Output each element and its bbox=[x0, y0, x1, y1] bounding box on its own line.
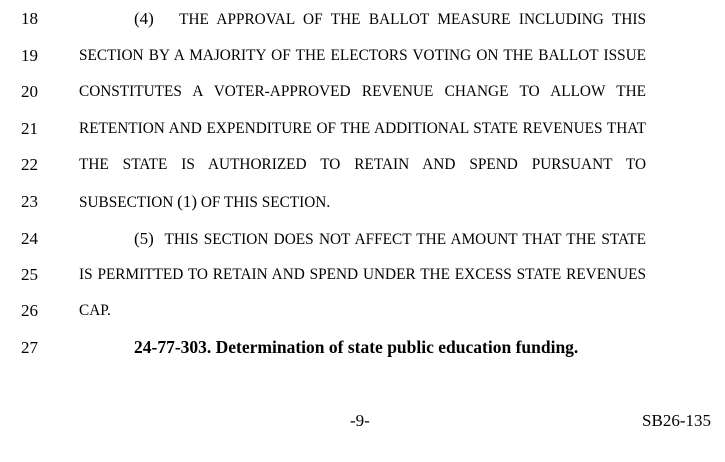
line-text: IS PERMITTED TO RETAIN AND SPEND UNDER THE EXCESS STATE REVENUES bbox=[79, 266, 646, 283]
document-line bbox=[0, 256, 725, 293]
document-line bbox=[0, 37, 725, 74]
document-line bbox=[0, 146, 725, 183]
line-number: 18 bbox=[21, 9, 38, 28]
line-text: CONSTITUTES A VOTER-APPROVED REVENUE CHANGE TO ALLOW THE bbox=[79, 83, 646, 100]
line-content: THE APPROVAL OF THE BALLOT MEASURE INCLUDING THIS bbox=[179, 11, 646, 28]
page-number: -9- bbox=[350, 411, 370, 430]
line-number: 27 bbox=[21, 338, 38, 357]
bill-number: SB26-135 bbox=[642, 411, 711, 430]
line-text: SECTION BY A MAJORITY OF THE ELECTORS VOTING ON THE BALLOT ISSUE bbox=[79, 47, 646, 64]
line-text: CAP. bbox=[79, 302, 111, 319]
document-line bbox=[0, 0, 725, 37]
line-text bbox=[134, 220, 646, 258]
document-line bbox=[0, 183, 725, 220]
line-content: THIS SECTION DOES NOT AFFECT THE AMOUNT THAT THE STATE bbox=[164, 231, 646, 248]
document-line bbox=[0, 110, 725, 147]
document-line bbox=[0, 73, 725, 110]
line-text bbox=[134, 0, 646, 38]
line-text: RETENTION AND EXPENDITURE OF THE ADDITIONAL STATE REVENUES THAT bbox=[79, 120, 646, 137]
line-number: 21 bbox=[21, 119, 38, 138]
line-content: SUBSECTION bbox=[79, 194, 174, 211]
line-number: 23 bbox=[21, 192, 38, 211]
document-line bbox=[0, 220, 725, 257]
line-number: 19 bbox=[21, 46, 38, 65]
line-number: 20 bbox=[21, 82, 38, 101]
line-content: OF THIS SECTION. bbox=[200, 194, 331, 211]
subsection-reference: (1) bbox=[177, 192, 197, 211]
subsection-label: (5) bbox=[134, 229, 154, 248]
line-number: 26 bbox=[21, 301, 38, 320]
line-text bbox=[79, 183, 646, 221]
line-number: 22 bbox=[21, 155, 38, 174]
subsection-label: (4) bbox=[134, 9, 154, 28]
line-number: 24 bbox=[21, 229, 38, 248]
line-number: 25 bbox=[21, 265, 38, 284]
document-line bbox=[0, 329, 725, 366]
section-heading: 24-77-303. Determination of state public education funding. bbox=[134, 337, 579, 357]
document-line bbox=[0, 292, 725, 329]
line-text: THE STATE IS AUTHORIZED TO RETAIN AND SPEND PURSUANT TO bbox=[79, 156, 646, 173]
